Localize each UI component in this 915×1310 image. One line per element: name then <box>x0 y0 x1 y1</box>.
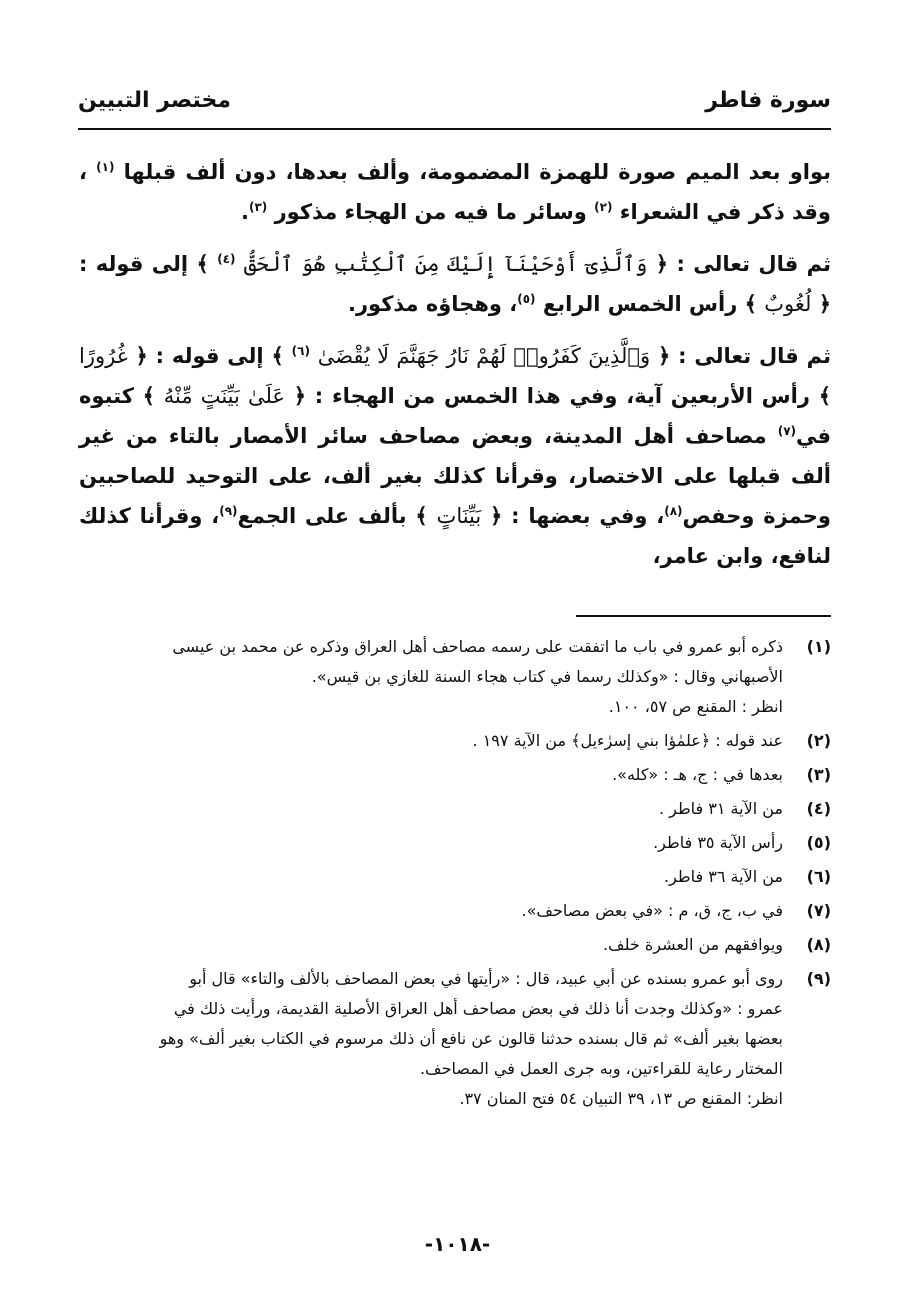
footnote-separator <box>576 615 831 617</box>
footnote-line: بعدها في : ج، هـ : «كله». <box>612 765 783 784</box>
text: بواو بعد الميم صورة للهمزة المضمومة، وألف بعدها، دون ألف قبلها <box>123 160 831 184</box>
footnote-line: بعضها بغير ألف» ثم قال بسنده حدثنا قالون عن نافع أن ذلك مرسوم في الكتاب بغير ألف» وهو <box>159 1029 783 1048</box>
footnote-ref: (٩) <box>219 504 238 518</box>
quran-verse: لُغُوبٌ <box>764 292 812 316</box>
main-text <box>79 152 831 588</box>
footnote-ref: (٦) <box>291 344 310 358</box>
footnote <box>79 632 831 722</box>
text: . <box>241 200 249 224</box>
footnote-line: ذكره أبو عمرو في باب ما اتفقت على رسمه مصاحف أهل العراق وذكره عن محمد بن عيسى <box>172 637 783 656</box>
footnote-line: رأس الآية ٣٥ فاطر. <box>653 833 783 852</box>
quran-verse: وَٱلَّذِىٓ أَوْحَيْنَآ إِلَيْكَ مِنَ ٱلْكِتَٰبِ هُوَ ٱلْحَقُّ <box>243 252 648 276</box>
quran-verse: وَٱلَّذِينَ كَفَرُوا۟ لَهُمْ نَارُ جَهَنَّمَ لَا يُقْضَىٰ <box>317 344 651 368</box>
running-header-book-title: مختصر التبيين <box>78 88 232 113</box>
paragraph-3 <box>79 336 831 576</box>
footnote-line: انظر: المقنع ص ١٣، ٣٩ التبيان ٥٤ فتح المنان ٣٧. <box>459 1089 783 1108</box>
footnote-line: من الآية ٣٦ فاطر. <box>664 867 783 886</box>
text: ﴾ كتبوه في <box>79 384 832 448</box>
footnote-number: (٤) <box>806 799 831 818</box>
footnotes <box>79 632 831 1118</box>
footnote-number: (٥) <box>806 833 831 852</box>
text: ثم قال تعالى : ﴿ <box>655 252 832 276</box>
footnote-number: (٣) <box>806 765 831 784</box>
footnote-line: الأصبهاني وقال : «وكذلك رسما في كتاب هجاء السنة للغازي بن قيس». <box>311 667 783 686</box>
text: ، وفي بعضها : ﴿ <box>490 504 665 528</box>
footnote <box>79 726 831 756</box>
footnote <box>79 862 831 892</box>
footnote-number: (٦) <box>806 867 831 886</box>
footnote-ref: (٢) <box>594 200 613 214</box>
footnote-line: عمرو : «وكذلك وجدت أنا ذلك في بعض مصاحف أهل العراق الأصلية القديمة، ورأيت ذلك في <box>173 999 783 1018</box>
text: ، وهجاؤه مذكور. <box>347 292 518 316</box>
text: ﴾ رأس الخمس الرابع <box>542 292 757 316</box>
footnote-ref: (٧) <box>777 424 797 438</box>
footnote-ref: (٣) <box>248 200 268 214</box>
text: وسائر ما فيه من الهجاء مذكور <box>274 200 587 224</box>
quran-verse: عَلَىٰ بَيِّنَتٍ مِّنْهُ <box>163 384 285 408</box>
running-header-surah-title: سورة فاطر <box>705 88 831 113</box>
paragraph-1 <box>79 152 831 232</box>
footnote-ref: (٤) <box>217 252 236 266</box>
text: ، وقد ذكر في الشعراء <box>79 160 831 224</box>
footnote-line: عند قوله : ﴿علمٰؤا بني إسرٰءيل﴾ من الآية ١٩٧ . <box>472 731 783 750</box>
text: ، وقرأنا كذلك لنافع، وابن عامر، <box>79 504 831 568</box>
footnote-line: في ب، ج، ق، م : «في بعض مصاحف». <box>521 901 783 920</box>
quran-verse: غُرُورًا <box>79 344 128 368</box>
footnote <box>79 964 831 1114</box>
text: ثم قال تعالى : ﴿ <box>657 344 832 368</box>
page-number: -١٠١٨- <box>424 1232 491 1256</box>
footnote-line: روى أبو عمرو بسنده عن أبي عبيد، قال : «رأيتها في بعض المصاحف بالألف والتاء» قال أبو <box>189 969 783 988</box>
footnote-number: (١) <box>806 637 831 656</box>
footnote-number: (٧) <box>806 901 831 920</box>
footnote-number: (٢) <box>806 731 831 750</box>
text: مصاحف أهل المدينة، وبعض مصاحف سائر الأمصار بالتاء من غير ألف قبلها على الاختصار، وقرأنا كذلك بغير ألف، على التوحيد للصاحبين وحمزة وحفص <box>79 424 831 528</box>
header-rule <box>78 128 831 130</box>
footnote-line: ويوافقهم من العشرة خلف. <box>602 935 783 954</box>
footnote <box>79 794 831 824</box>
quran-verse: بَيِّنَاتٍ <box>436 504 482 528</box>
footnote-line: من الآية ٣١ فاطر . <box>658 799 783 818</box>
text: ﴾ إلى قوله : ﴿ <box>79 252 831 316</box>
footnote-ref: (٨) <box>664 504 683 518</box>
footnote <box>79 896 831 926</box>
paragraph-2 <box>79 244 831 324</box>
footnote-ref: (٥) <box>517 292 536 306</box>
text: ﴾ رأس الأربعين آية، وفي هذا الخمس من الهجاء : ﴿ <box>293 384 832 408</box>
text: ﴾ بألف على الجمع <box>237 504 428 528</box>
footnote <box>79 930 831 960</box>
text: ﴾ إلى قوله : ﴿ <box>135 344 284 368</box>
footnote <box>79 828 831 858</box>
footnote-line: انظر : المقنع ص ٥٧، ١٠٠. <box>608 697 783 716</box>
footnote-number: (٨) <box>806 935 831 954</box>
footnote-line: المختار رعاية للقراءتين، وبه جرى العمل في المصاحف. <box>419 1059 783 1078</box>
footnote-ref: (١) <box>96 160 115 174</box>
footnote <box>79 760 831 790</box>
footnote-number: (٩) <box>806 969 831 988</box>
